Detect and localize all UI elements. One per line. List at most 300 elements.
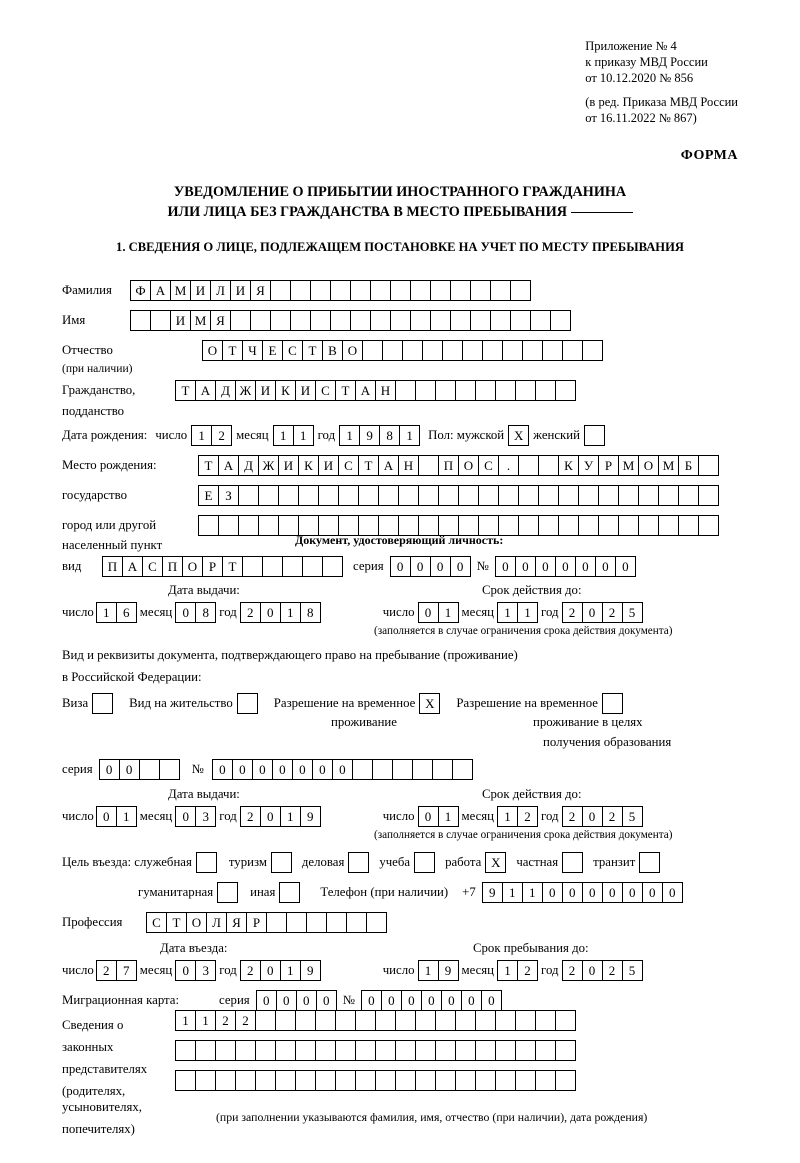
char-cell[interactable]: 1 bbox=[96, 602, 117, 623]
char-cell[interactable] bbox=[558, 515, 579, 536]
char-cell[interactable]: 0 bbox=[390, 556, 411, 577]
char-cell[interactable]: А bbox=[355, 380, 376, 401]
char-cell[interactable] bbox=[372, 759, 393, 780]
doc-issue-month-boxes[interactable] bbox=[175, 602, 216, 623]
checkbox-purpose-tourism[interactable] bbox=[271, 852, 292, 873]
char-cell[interactable]: Т bbox=[166, 912, 187, 933]
char-cell[interactable] bbox=[258, 515, 279, 536]
char-cell[interactable] bbox=[562, 340, 583, 361]
char-cell[interactable] bbox=[230, 310, 251, 331]
char-cell[interactable] bbox=[678, 485, 699, 506]
char-cell[interactable] bbox=[315, 1070, 336, 1091]
checkbox-purpose-study[interactable] bbox=[414, 852, 435, 873]
stay-issue-month-boxes[interactable] bbox=[175, 806, 216, 827]
char-cell[interactable] bbox=[258, 485, 279, 506]
char-cell[interactable] bbox=[262, 556, 283, 577]
char-cell[interactable]: 0 bbox=[421, 990, 442, 1011]
checkbox-purpose-work[interactable]: Х bbox=[485, 852, 506, 873]
mcard-number-boxes[interactable] bbox=[361, 990, 502, 1011]
char-cell[interactable] bbox=[435, 380, 456, 401]
char-cell[interactable] bbox=[275, 1010, 296, 1031]
char-cell[interactable] bbox=[495, 1040, 516, 1061]
char-cell[interactable]: 1 bbox=[339, 425, 360, 446]
stay-valid-month-boxes[interactable] bbox=[497, 806, 538, 827]
char-cell[interactable] bbox=[490, 310, 511, 331]
checkbox-purpose-transit[interactable] bbox=[639, 852, 660, 873]
char-cell[interactable] bbox=[392, 759, 413, 780]
char-cell[interactable]: 0 bbox=[332, 759, 353, 780]
char-cell[interactable]: 5 bbox=[622, 806, 643, 827]
char-cell[interactable] bbox=[555, 1040, 576, 1061]
char-cell[interactable]: И bbox=[318, 455, 339, 476]
stay-issue-day-boxes[interactable] bbox=[96, 806, 137, 827]
char-cell[interactable]: 0 bbox=[175, 602, 196, 623]
char-cell[interactable] bbox=[698, 485, 719, 506]
entry-year-boxes[interactable] bbox=[240, 960, 321, 981]
char-cell[interactable] bbox=[430, 310, 451, 331]
char-cell[interactable]: С bbox=[478, 455, 499, 476]
checkbox-purpose-business[interactable] bbox=[348, 852, 369, 873]
char-cell[interactable]: М bbox=[618, 455, 639, 476]
char-cell[interactable] bbox=[338, 485, 359, 506]
char-cell[interactable] bbox=[330, 310, 351, 331]
char-cell[interactable]: Я bbox=[210, 310, 231, 331]
char-cell[interactable]: 1 bbox=[522, 882, 543, 903]
char-cell[interactable]: . bbox=[498, 455, 519, 476]
char-cell[interactable]: 0 bbox=[232, 759, 253, 780]
doc-valid-month-boxes[interactable] bbox=[497, 602, 538, 623]
char-cell[interactable]: Т bbox=[222, 340, 243, 361]
legal-rep-line1-boxes[interactable] bbox=[175, 1010, 576, 1031]
doc-number-boxes[interactable] bbox=[495, 556, 636, 577]
char-cell[interactable]: И bbox=[278, 455, 299, 476]
char-cell[interactable]: 2 bbox=[517, 960, 538, 981]
char-cell[interactable] bbox=[355, 1040, 376, 1061]
char-cell[interactable] bbox=[495, 1010, 516, 1031]
char-cell[interactable]: З bbox=[218, 485, 239, 506]
checkbox-temp-residence[interactable]: Х bbox=[419, 693, 440, 714]
char-cell[interactable] bbox=[195, 1070, 216, 1091]
char-cell[interactable]: 1 bbox=[280, 960, 301, 981]
stay-number-boxes[interactable] bbox=[212, 759, 473, 780]
char-cell[interactable]: О bbox=[342, 340, 363, 361]
birthplace-line1-boxes[interactable] bbox=[198, 455, 719, 476]
char-cell[interactable]: Т bbox=[198, 455, 219, 476]
char-cell[interactable] bbox=[295, 1040, 316, 1061]
char-cell[interactable]: 0 bbox=[361, 990, 382, 1011]
char-cell[interactable] bbox=[515, 380, 536, 401]
checkbox-purpose-private[interactable] bbox=[562, 852, 583, 873]
char-cell[interactable] bbox=[375, 1040, 396, 1061]
char-cell[interactable]: Р bbox=[202, 556, 223, 577]
char-cell[interactable] bbox=[515, 1040, 536, 1061]
char-cell[interactable]: 0 bbox=[562, 882, 583, 903]
char-cell[interactable]: С bbox=[315, 380, 336, 401]
stay-issue-year-boxes[interactable] bbox=[240, 806, 321, 827]
char-cell[interactable] bbox=[238, 485, 259, 506]
birth-year-boxes[interactable] bbox=[339, 425, 420, 446]
char-cell[interactable]: 2 bbox=[240, 960, 261, 981]
char-cell[interactable] bbox=[430, 280, 451, 301]
doc-series-boxes[interactable] bbox=[390, 556, 471, 577]
char-cell[interactable] bbox=[490, 280, 511, 301]
checkbox-purpose-other[interactable] bbox=[279, 882, 300, 903]
char-cell[interactable] bbox=[130, 310, 151, 331]
char-cell[interactable] bbox=[322, 556, 343, 577]
char-cell[interactable]: М bbox=[658, 455, 679, 476]
mcard-series-boxes[interactable] bbox=[256, 990, 337, 1011]
char-cell[interactable] bbox=[475, 380, 496, 401]
char-cell[interactable]: Д bbox=[215, 380, 236, 401]
char-cell[interactable]: О bbox=[182, 556, 203, 577]
char-cell[interactable]: 0 bbox=[292, 759, 313, 780]
char-cell[interactable] bbox=[535, 1040, 556, 1061]
char-cell[interactable] bbox=[522, 340, 543, 361]
char-cell[interactable]: 0 bbox=[582, 882, 603, 903]
char-cell[interactable] bbox=[558, 485, 579, 506]
char-cell[interactable] bbox=[582, 340, 603, 361]
char-cell[interactable]: С bbox=[142, 556, 163, 577]
char-cell[interactable]: Д bbox=[238, 455, 259, 476]
char-cell[interactable] bbox=[515, 1010, 536, 1031]
char-cell[interactable]: 0 bbox=[582, 806, 603, 827]
char-cell[interactable] bbox=[255, 1040, 276, 1061]
entry-day-boxes[interactable] bbox=[96, 960, 137, 981]
char-cell[interactable]: 0 bbox=[582, 960, 603, 981]
char-cell[interactable] bbox=[298, 485, 319, 506]
doc-kind-boxes[interactable] bbox=[102, 556, 343, 577]
char-cell[interactable]: 8 bbox=[379, 425, 400, 446]
char-cell[interactable] bbox=[295, 1070, 316, 1091]
char-cell[interactable] bbox=[278, 485, 299, 506]
char-cell[interactable]: 1 bbox=[438, 602, 459, 623]
char-cell[interactable] bbox=[498, 485, 519, 506]
char-cell[interactable] bbox=[198, 515, 219, 536]
char-cell[interactable] bbox=[370, 280, 391, 301]
char-cell[interactable]: 7 bbox=[116, 960, 137, 981]
stay-day-boxes[interactable] bbox=[418, 960, 459, 981]
char-cell[interactable] bbox=[442, 340, 463, 361]
char-cell[interactable] bbox=[470, 280, 491, 301]
char-cell[interactable]: 9 bbox=[359, 425, 380, 446]
char-cell[interactable]: 0 bbox=[119, 759, 140, 780]
char-cell[interactable]: Т bbox=[222, 556, 243, 577]
char-cell[interactable]: 0 bbox=[495, 556, 516, 577]
char-cell[interactable] bbox=[310, 280, 331, 301]
char-cell[interactable]: Н bbox=[398, 455, 419, 476]
char-cell[interactable]: О bbox=[458, 455, 479, 476]
char-cell[interactable] bbox=[275, 1070, 296, 1091]
char-cell[interactable]: А bbox=[150, 280, 171, 301]
char-cell[interactable]: 1 bbox=[175, 1010, 196, 1031]
char-cell[interactable]: 0 bbox=[430, 556, 451, 577]
char-cell[interactable] bbox=[335, 1040, 356, 1061]
char-cell[interactable] bbox=[266, 912, 287, 933]
char-cell[interactable]: 1 bbox=[438, 806, 459, 827]
char-cell[interactable]: 0 bbox=[175, 960, 196, 981]
char-cell[interactable] bbox=[398, 485, 419, 506]
char-cell[interactable] bbox=[378, 485, 399, 506]
char-cell[interactable]: 0 bbox=[276, 990, 297, 1011]
char-cell[interactable]: 9 bbox=[482, 882, 503, 903]
stay-series-boxes[interactable] bbox=[99, 759, 180, 780]
char-cell[interactable]: 0 bbox=[96, 806, 117, 827]
char-cell[interactable]: И bbox=[255, 380, 276, 401]
char-cell[interactable]: 0 bbox=[481, 990, 502, 1011]
char-cell[interactable]: А bbox=[378, 455, 399, 476]
char-cell[interactable] bbox=[578, 515, 599, 536]
char-cell[interactable]: О bbox=[186, 912, 207, 933]
char-cell[interactable] bbox=[335, 1070, 356, 1091]
char-cell[interactable] bbox=[318, 485, 339, 506]
char-cell[interactable] bbox=[382, 340, 403, 361]
char-cell[interactable]: 0 bbox=[595, 556, 616, 577]
char-cell[interactable] bbox=[270, 310, 291, 331]
phone-boxes[interactable] bbox=[482, 882, 683, 903]
char-cell[interactable]: Т bbox=[358, 455, 379, 476]
char-cell[interactable]: 2 bbox=[562, 960, 583, 981]
char-cell[interactable]: 0 bbox=[316, 990, 337, 1011]
char-cell[interactable] bbox=[455, 1040, 476, 1061]
char-cell[interactable] bbox=[518, 485, 539, 506]
char-cell[interactable] bbox=[255, 1010, 276, 1031]
char-cell[interactable]: О bbox=[202, 340, 223, 361]
char-cell[interactable] bbox=[418, 485, 439, 506]
char-cell[interactable] bbox=[538, 455, 559, 476]
char-cell[interactable] bbox=[410, 310, 431, 331]
char-cell[interactable] bbox=[255, 1070, 276, 1091]
char-cell[interactable]: 1 bbox=[280, 602, 301, 623]
doc-issue-day-boxes[interactable] bbox=[96, 602, 137, 623]
char-cell[interactable] bbox=[555, 1070, 576, 1091]
char-cell[interactable] bbox=[352, 759, 373, 780]
char-cell[interactable] bbox=[452, 759, 473, 780]
char-cell[interactable]: П bbox=[438, 455, 459, 476]
char-cell[interactable] bbox=[698, 455, 719, 476]
legal-rep-line2-boxes[interactable] bbox=[175, 1040, 576, 1061]
char-cell[interactable] bbox=[535, 1070, 556, 1091]
char-cell[interactable] bbox=[658, 515, 679, 536]
citizenship-boxes[interactable] bbox=[175, 380, 576, 401]
char-cell[interactable]: Р bbox=[598, 455, 619, 476]
char-cell[interactable]: 0 bbox=[662, 882, 683, 903]
char-cell[interactable]: У bbox=[578, 455, 599, 476]
char-cell[interactable] bbox=[355, 1010, 376, 1031]
char-cell[interactable] bbox=[290, 280, 311, 301]
checkbox-edu-residence[interactable] bbox=[602, 693, 623, 714]
char-cell[interactable]: К bbox=[558, 455, 579, 476]
char-cell[interactable]: 2 bbox=[602, 806, 623, 827]
char-cell[interactable]: 3 bbox=[195, 806, 216, 827]
char-cell[interactable] bbox=[470, 310, 491, 331]
char-cell[interactable]: 0 bbox=[312, 759, 333, 780]
char-cell[interactable]: М bbox=[190, 310, 211, 331]
char-cell[interactable] bbox=[195, 1040, 216, 1061]
stay-valid-day-boxes[interactable] bbox=[418, 806, 459, 827]
char-cell[interactable]: И bbox=[190, 280, 211, 301]
birth-month-boxes[interactable] bbox=[273, 425, 314, 446]
char-cell[interactable] bbox=[578, 485, 599, 506]
char-cell[interactable]: 0 bbox=[461, 990, 482, 1011]
char-cell[interactable]: П bbox=[162, 556, 183, 577]
char-cell[interactable]: В bbox=[322, 340, 343, 361]
char-cell[interactable]: 6 bbox=[116, 602, 137, 623]
char-cell[interactable]: М bbox=[170, 280, 191, 301]
char-cell[interactable]: 0 bbox=[260, 602, 281, 623]
char-cell[interactable]: 0 bbox=[582, 602, 603, 623]
checkbox-residence[interactable] bbox=[237, 693, 258, 714]
char-cell[interactable]: К bbox=[298, 455, 319, 476]
char-cell[interactable]: 1 bbox=[497, 602, 518, 623]
char-cell[interactable] bbox=[235, 1070, 256, 1091]
char-cell[interactable] bbox=[415, 380, 436, 401]
char-cell[interactable]: 1 bbox=[497, 806, 518, 827]
char-cell[interactable] bbox=[518, 515, 539, 536]
char-cell[interactable] bbox=[250, 310, 271, 331]
char-cell[interactable] bbox=[678, 515, 699, 536]
char-cell[interactable] bbox=[395, 380, 416, 401]
char-cell[interactable] bbox=[390, 310, 411, 331]
char-cell[interactable]: И bbox=[295, 380, 316, 401]
char-cell[interactable] bbox=[550, 310, 571, 331]
char-cell[interactable]: Я bbox=[226, 912, 247, 933]
char-cell[interactable]: 0 bbox=[212, 759, 233, 780]
char-cell[interactable]: 9 bbox=[300, 960, 321, 981]
char-cell[interactable]: 0 bbox=[542, 882, 563, 903]
char-cell[interactable] bbox=[418, 455, 439, 476]
char-cell[interactable] bbox=[310, 310, 331, 331]
char-cell[interactable]: 9 bbox=[438, 960, 459, 981]
char-cell[interactable] bbox=[450, 280, 471, 301]
char-cell[interactable]: 0 bbox=[418, 602, 439, 623]
char-cell[interactable] bbox=[238, 515, 259, 536]
char-cell[interactable]: 0 bbox=[535, 556, 556, 577]
doc-valid-day-boxes[interactable] bbox=[418, 602, 459, 623]
char-cell[interactable] bbox=[538, 485, 559, 506]
char-cell[interactable] bbox=[150, 310, 171, 331]
char-cell[interactable] bbox=[330, 280, 351, 301]
char-cell[interactable] bbox=[502, 340, 523, 361]
char-cell[interactable]: Ч bbox=[242, 340, 263, 361]
char-cell[interactable] bbox=[355, 1070, 376, 1091]
char-cell[interactable]: С bbox=[338, 455, 359, 476]
char-cell[interactable]: 2 bbox=[240, 806, 261, 827]
char-cell[interactable] bbox=[450, 310, 471, 331]
char-cell[interactable] bbox=[395, 1040, 416, 1061]
char-cell[interactable]: 2 bbox=[562, 806, 583, 827]
char-cell[interactable]: 0 bbox=[99, 759, 120, 780]
doc-valid-year-boxes[interactable] bbox=[562, 602, 643, 623]
char-cell[interactable] bbox=[395, 1010, 416, 1031]
char-cell[interactable]: 0 bbox=[401, 990, 422, 1011]
char-cell[interactable] bbox=[555, 380, 576, 401]
char-cell[interactable]: 2 bbox=[562, 602, 583, 623]
name-boxes[interactable] bbox=[130, 310, 571, 331]
char-cell[interactable]: 1 bbox=[502, 882, 523, 903]
char-cell[interactable]: С bbox=[282, 340, 303, 361]
char-cell[interactable]: 0 bbox=[252, 759, 273, 780]
char-cell[interactable]: П bbox=[102, 556, 123, 577]
char-cell[interactable] bbox=[286, 912, 307, 933]
char-cell[interactable] bbox=[455, 1010, 476, 1031]
char-cell[interactable]: 0 bbox=[410, 556, 431, 577]
char-cell[interactable] bbox=[362, 340, 383, 361]
char-cell[interactable]: 0 bbox=[622, 882, 643, 903]
char-cell[interactable]: 1 bbox=[399, 425, 420, 446]
char-cell[interactable] bbox=[242, 556, 263, 577]
char-cell[interactable]: 2 bbox=[602, 602, 623, 623]
char-cell[interactable]: О bbox=[638, 455, 659, 476]
char-cell[interactable] bbox=[282, 556, 303, 577]
surname-boxes[interactable] bbox=[130, 280, 531, 301]
char-cell[interactable] bbox=[415, 1070, 436, 1091]
char-cell[interactable]: А bbox=[122, 556, 143, 577]
char-cell[interactable] bbox=[455, 380, 476, 401]
char-cell[interactable] bbox=[215, 1040, 236, 1061]
char-cell[interactable] bbox=[346, 912, 367, 933]
char-cell[interactable] bbox=[139, 759, 160, 780]
char-cell[interactable] bbox=[366, 912, 387, 933]
char-cell[interactable] bbox=[390, 280, 411, 301]
char-cell[interactable] bbox=[538, 515, 559, 536]
char-cell[interactable] bbox=[415, 1010, 436, 1031]
char-cell[interactable] bbox=[275, 1040, 296, 1061]
char-cell[interactable]: Я bbox=[250, 280, 271, 301]
char-cell[interactable]: 0 bbox=[642, 882, 663, 903]
char-cell[interactable]: 0 bbox=[381, 990, 402, 1011]
char-cell[interactable]: 3 bbox=[195, 960, 216, 981]
patronymic-boxes[interactable] bbox=[202, 340, 603, 361]
char-cell[interactable]: Р bbox=[246, 912, 267, 933]
char-cell[interactable]: Л bbox=[206, 912, 227, 933]
legal-rep-line3-boxes[interactable] bbox=[175, 1070, 576, 1091]
entry-month-boxes[interactable] bbox=[175, 960, 216, 981]
char-cell[interactable]: 0 bbox=[272, 759, 293, 780]
char-cell[interactable] bbox=[555, 1010, 576, 1031]
char-cell[interactable] bbox=[510, 310, 531, 331]
char-cell[interactable] bbox=[458, 485, 479, 506]
char-cell[interactable] bbox=[435, 1040, 456, 1061]
char-cell[interactable] bbox=[270, 280, 291, 301]
char-cell[interactable] bbox=[335, 1010, 356, 1031]
char-cell[interactable] bbox=[395, 1070, 416, 1091]
char-cell[interactable]: Ж bbox=[258, 455, 279, 476]
char-cell[interactable]: Ф bbox=[130, 280, 151, 301]
char-cell[interactable] bbox=[432, 759, 453, 780]
char-cell[interactable] bbox=[358, 485, 379, 506]
char-cell[interactable]: И bbox=[230, 280, 251, 301]
char-cell[interactable] bbox=[495, 380, 516, 401]
char-cell[interactable] bbox=[175, 1070, 196, 1091]
char-cell[interactable]: 0 bbox=[555, 556, 576, 577]
char-cell[interactable] bbox=[658, 485, 679, 506]
char-cell[interactable]: Т bbox=[175, 380, 196, 401]
char-cell[interactable] bbox=[530, 310, 551, 331]
char-cell[interactable]: 0 bbox=[575, 556, 596, 577]
char-cell[interactable]: Л bbox=[210, 280, 231, 301]
char-cell[interactable]: Т bbox=[335, 380, 356, 401]
char-cell[interactable]: 1 bbox=[116, 806, 137, 827]
char-cell[interactable] bbox=[438, 485, 459, 506]
char-cell[interactable]: К bbox=[275, 380, 296, 401]
char-cell[interactable] bbox=[618, 515, 639, 536]
char-cell[interactable] bbox=[535, 380, 556, 401]
char-cell[interactable] bbox=[482, 340, 503, 361]
char-cell[interactable]: Н bbox=[375, 380, 396, 401]
char-cell[interactable] bbox=[698, 515, 719, 536]
char-cell[interactable] bbox=[306, 912, 327, 933]
char-cell[interactable]: 5 bbox=[622, 960, 643, 981]
